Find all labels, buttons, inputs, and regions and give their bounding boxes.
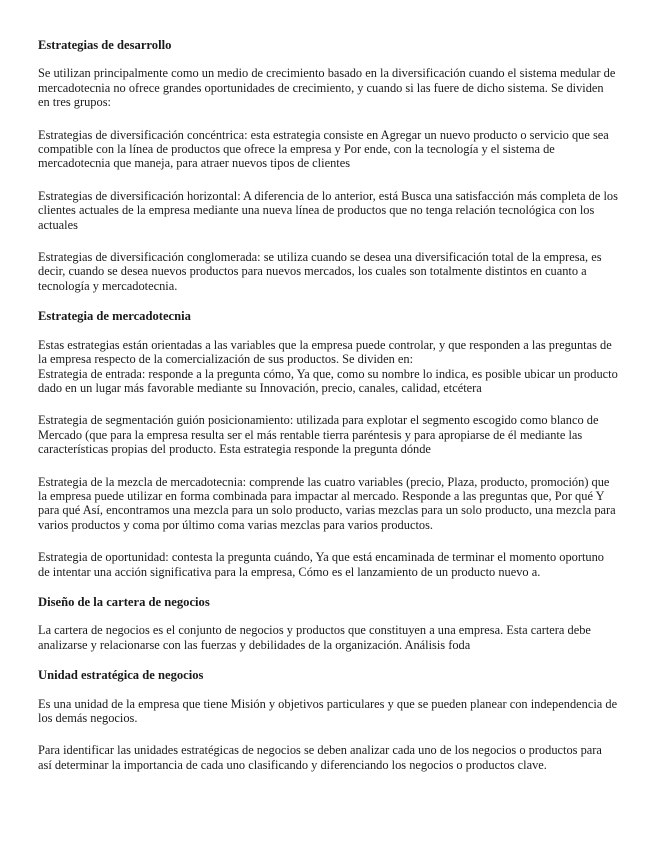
paragraph-estrategia-mezcla: Estrategia de la mezcla de mercadotecnia: comprende las cuatro variables (precio, Plaza, producto, promoción) que la empresa puede utilizar en forma combinada para impactar al mercado. Responde a las preguntas que, Por qué Y para qué Así, encontramos una mezcla para un solo producto, varias mezclas para un solo producto, una mezcla para varios productos y coma por último coma varias mezclas para varios productos.	[38, 474, 616, 532]
paragraph-cartera-negocios: La cartera de negocios es el conjunto de negocios y productos que constituyen a una empresa. Esta cartera debe analizarse y relacionarse con las fuerzas y debilidades de la organización. Análisis foda	[38, 623, 591, 652]
paragraph-diversificacion-horizontal: Estrategias de diversificación horizontal: A diferencia de lo anterior, está Busca una satisfacción más completa de los clientes actuales de la empresa mediante una nueva línea de productos que no tenga relación tecnológica con los actuales	[38, 188, 618, 232]
heading-unidad-estrategica: Unidad estratégica de negocios	[38, 668, 204, 683]
paragraph-unidad-definicion: Es una unidad de la empresa que tiene Misión y objetivos particulares y que se pueden planear con independencia de los demás negocios.	[38, 696, 618, 725]
paragraph-estrategia-oportunidad: Estrategia de oportunidad: contesta la pregunta cuándo, Ya que está encaminada de terminar el momento oportuno de intentar una acción significativa para la empresa, Cómo es el lanzamiento de un producto nuevo a.	[38, 550, 604, 579]
document-page	[38, 38, 618, 790]
heading-estrategias-desarrollo: Estrategias de desarrollo	[38, 38, 172, 52]
heading-estrategia-mercadotecnia: Estrategia de mercadotecnia	[38, 309, 191, 324]
paragraph-diversificacion-conglomerada: Estrategias de diversificación conglomerada: se utiliza cuando se desea una diversificación total de la empresa, es decir, cuando se desea nuevos productos para nuevos mercados, los cuales son totalmente distintos en cuanto a tecnología y mercadotecnia.	[38, 250, 602, 293]
paragraph-diversificacion-concentrica: Estrategias de diversificación concéntrica: esta estrategia consiste en Agregar un nuevo producto o servicio que sea compatible con la línea de productos que ofrece la empresa y Por ende, con la tecnología y el sistema de mercadotecnia que maneja, para atraer nuevos tipos de clientes	[38, 127, 609, 171]
paragraph-desarrollo-intro: Se utilizan principalmente como un medio de crecimiento basado en la diversificación cuando el sistema medular de mercadotecnia no ofrece grandes oportunidades de crecimiento, y cuando si las fuere de dicho sistema. Se dividen en tres grupos:	[38, 66, 616, 110]
paragraph-estrategia-entrada: Estrategia de entrada: responde a la pregunta cómo, Ya que, como su nombre lo indica, es posible ubicar un producto dado en un lugar más favorable mediante su Innovación, precio, canales, calidad, etcétera	[38, 366, 618, 395]
heading-cartera-negocios: Diseño de la cartera de negocios	[38, 594, 210, 609]
paragraph-unidad-identificar: Para identificar las unidades estratégicas de negocios se deben analizar cada uno de los negocios o productos para así determinar la importancia de cada uno clasificando y diferenciando los negocios o productos clave.	[38, 743, 602, 772]
paragraph-estrategia-segmentacion: Estrategia de segmentación guión posicionamiento: utilizada para explotar el segmento escogido como blanco de Mercado (que para la empresa resulta ser el más rentable tierra paréntesis y para apropiarse de él mediante las características propias del producto. Esta estrategia responde la pregunta dónde	[38, 413, 599, 457]
paragraph-mercadotecnia-intro: Estas estrategias están orientadas a las variables que la empresa puede controlar, y que responden a las preguntas de la empresa respecto de la comercialización de sus productos. Se dividen en:	[38, 337, 612, 367]
